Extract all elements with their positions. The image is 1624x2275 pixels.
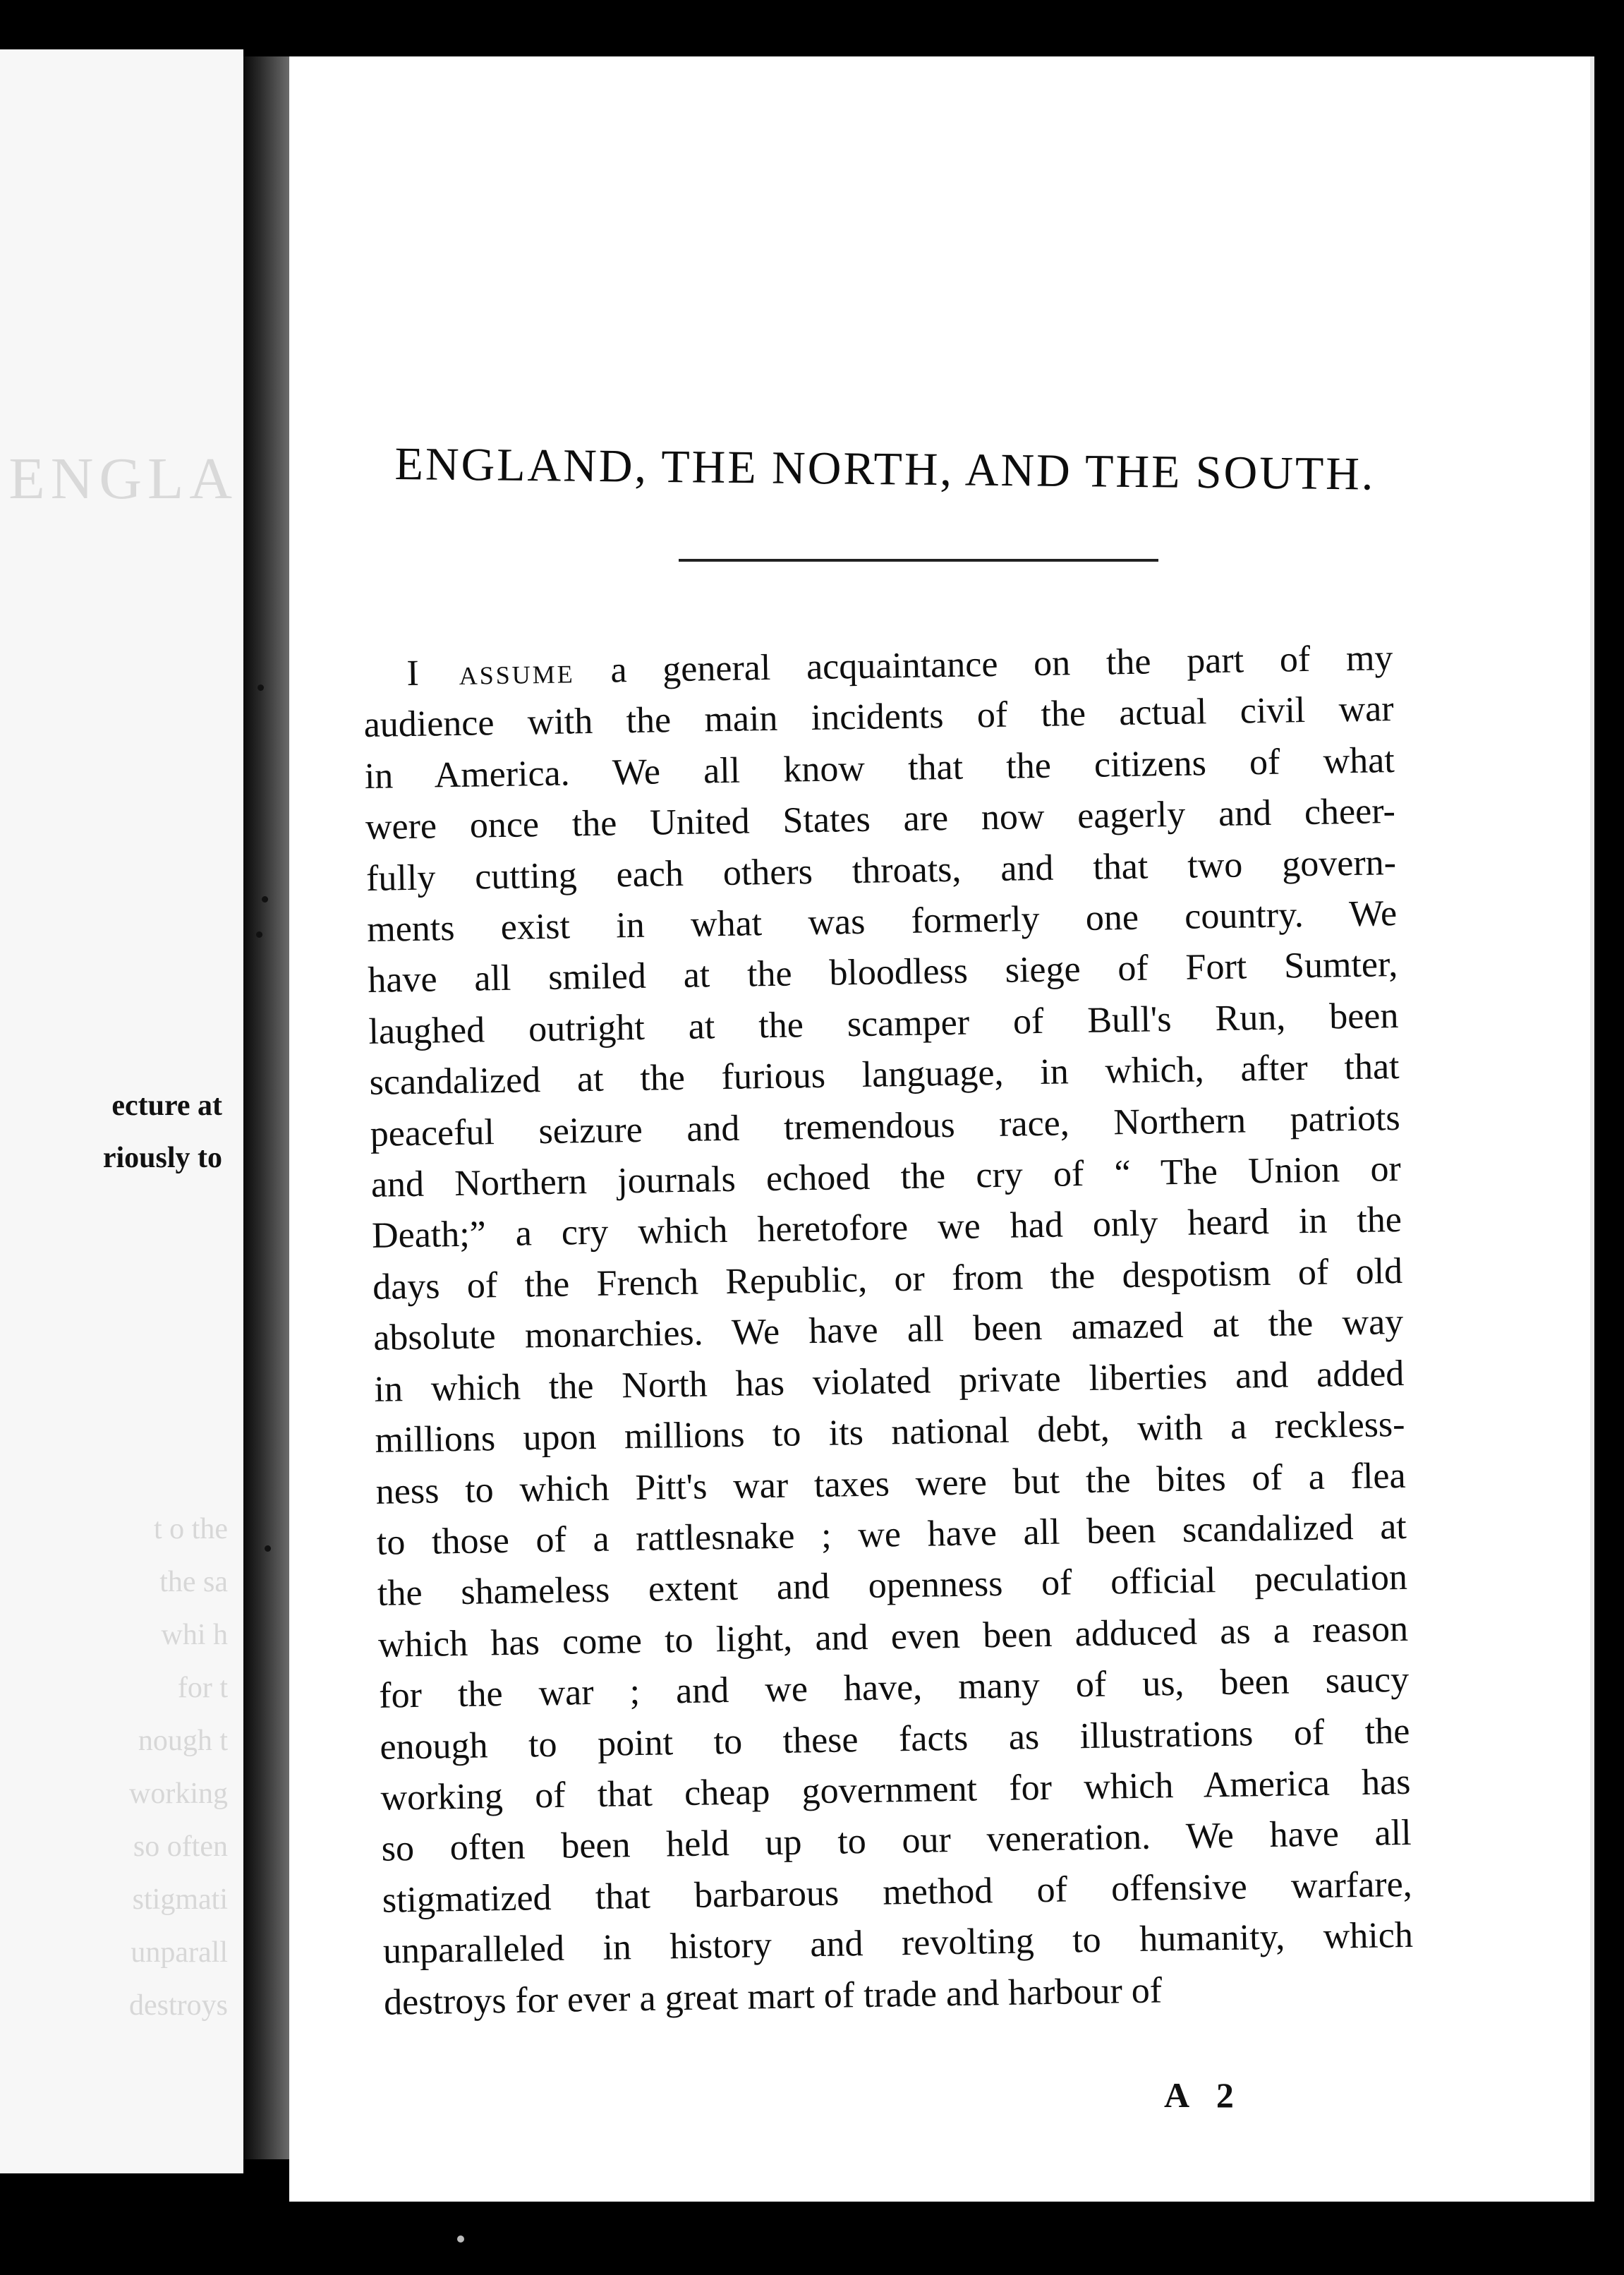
- text-line: ments exist in what was formerly one country. We: [366, 893, 1398, 950]
- signature-mark: A 2: [1164, 2075, 1244, 2115]
- text-line: enough to point to these facts as illustrations of the: [379, 1710, 1410, 1768]
- text-line: laughed outright at the scamper of Bull's Run, been: [368, 995, 1399, 1052]
- text-line: working of that cheap government for which America has: [380, 1761, 1411, 1818]
- text-line: days of the French Republic, or from the despotism of old: [372, 1250, 1403, 1308]
- text-line: Death;” a cry which heretofore we had only heard in the: [371, 1200, 1402, 1257]
- page-title: ENGLAND, THE NORTH, AND THE SOUTH.: [394, 438, 1376, 500]
- text-line: peaceful seizure and tremendous race, Northern patriots: [370, 1097, 1401, 1154]
- bleed-line: for t: [177, 1672, 228, 1704]
- book-page: [289, 56, 1594, 2202]
- facing-page-line: ecture at: [111, 1090, 222, 1122]
- bleed-line: t o the: [154, 1513, 228, 1545]
- facing-page-bleed-through: [129, 1503, 228, 2032]
- text-line: so often been held up to our veneration. We have all: [381, 1813, 1412, 1870]
- text-line: unparalleled in history and revolting to humanity, which: [382, 1914, 1414, 1972]
- text-line: have all smiled at the bloodless siege of Fort Sumter,: [367, 944, 1398, 1001]
- text-line: audience with the main incidents of the actual civil war: [363, 689, 1394, 746]
- text-line: were once the United States are now eagerly and cheer-: [365, 791, 1396, 848]
- text-line: the shameless extent and openness of official peculation: [377, 1557, 1408, 1615]
- bleed-line: stigmati: [132, 1883, 228, 1916]
- text-line: stigmatized that barbarous method of offensive warfare,: [382, 1864, 1413, 1921]
- text-line: in which the North has violated private liberties and added: [374, 1353, 1405, 1410]
- bleed-line: nough t: [138, 1725, 228, 1757]
- facing-page-ghost-heading: ENGLA: [8, 446, 238, 512]
- bleed-line: working: [129, 1778, 228, 1810]
- bleed-line: unparall: [131, 1936, 228, 1969]
- gutter-speck: [257, 684, 264, 691]
- bleed-line: whi h: [161, 1619, 228, 1651]
- gutter-speck: [256, 931, 262, 938]
- body-paragraph: [363, 633, 1414, 2029]
- text-line: to those of a rattlesnake ; we have all been scandalized at: [376, 1506, 1407, 1563]
- gutter-speck: [262, 896, 268, 903]
- text-line: and Northern journals echoed the cry of “ The Union or: [370, 1149, 1402, 1205]
- facing-page-visible-text: [103, 1080, 222, 1184]
- text-line: absolute monarchies. We have all been amazed at the way: [372, 1302, 1404, 1359]
- gutter-speck: [265, 1545, 271, 1552]
- text-line: destroys for ever a great mart of trade and harbour of: [383, 1970, 1163, 2023]
- bleed-line: destroys: [129, 1989, 228, 2022]
- text-line: scandalized at the furious language, in which, after that: [369, 1046, 1400, 1104]
- title-rule: [679, 559, 1158, 562]
- text-line: which has come to light, and even been adduced as a reason: [377, 1608, 1409, 1665]
- scan-speck: [457, 2235, 464, 2243]
- text-line: fully cutting each others throats, and that two govern-: [365, 842, 1397, 899]
- text-line: millions upon millions to its national debt, with a reckless-: [375, 1404, 1405, 1461]
- text-line: for the war ; and we have, many of us, been saucy: [378, 1660, 1410, 1716]
- bleed-line: the sa: [159, 1566, 228, 1598]
- text-line: in America. We all know that the citizens of what: [364, 740, 1395, 797]
- text-line: ness to which Pitt's war taxes were but the bites of a flea: [375, 1455, 1407, 1512]
- bleed-line: so often: [133, 1830, 228, 1863]
- facing-page: [0, 49, 243, 2173]
- facing-page-line: riously to: [102, 1142, 222, 1174]
- opening-smallcaps: I assume: [406, 651, 576, 694]
- text-line-rest: a general acquaintance on the part of my: [574, 638, 1393, 692]
